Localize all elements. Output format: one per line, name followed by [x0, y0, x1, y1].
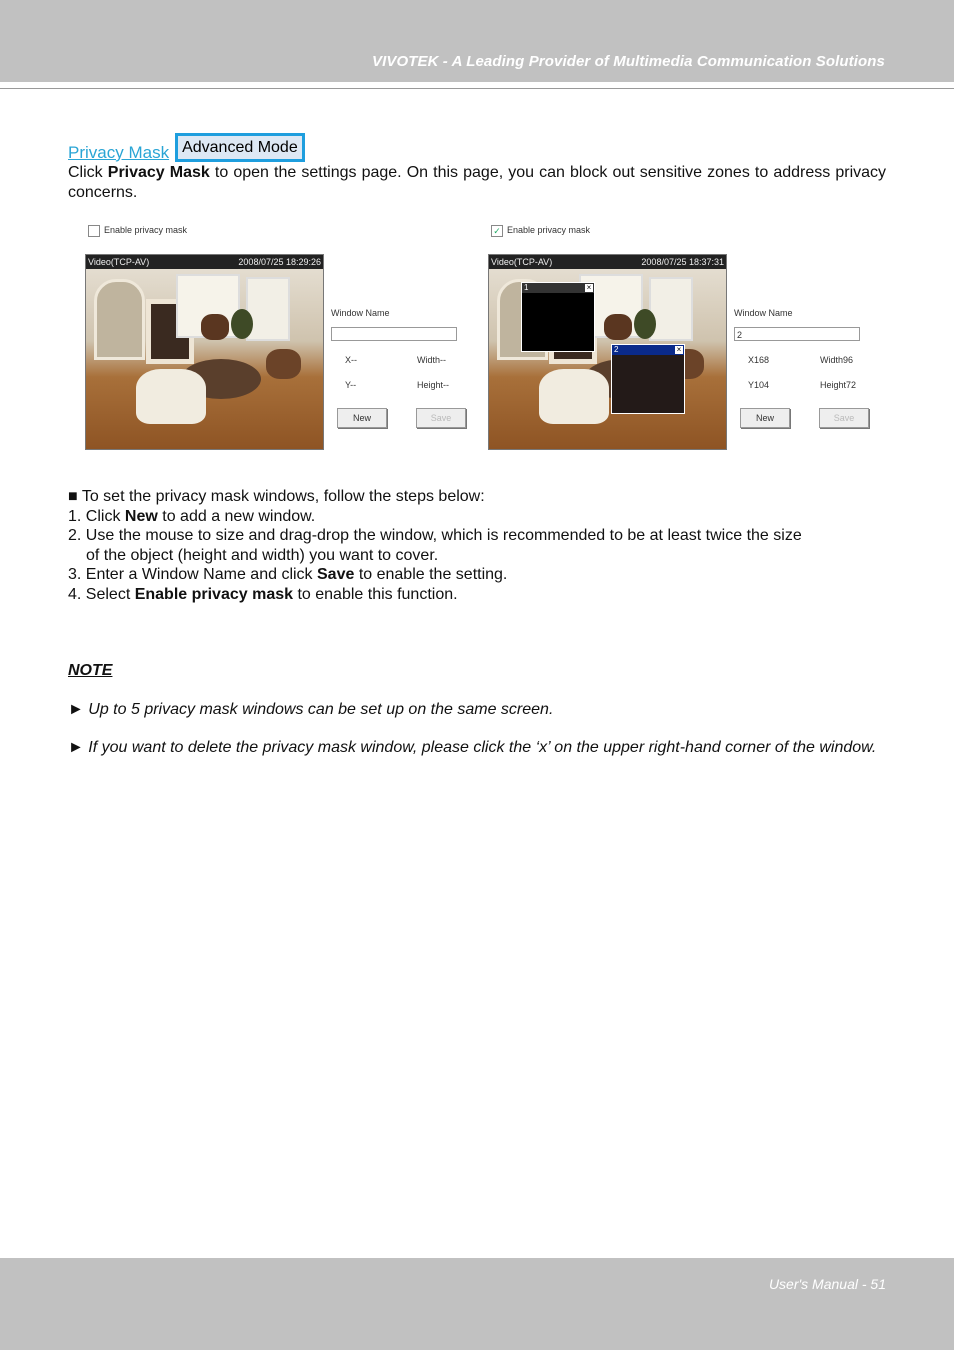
screenshots [68, 218, 886, 468]
video-title: Video(TCP-AV) [491, 257, 553, 267]
x-readout: X-- [345, 354, 357, 365]
step-3: 3. Enter a Window Name and click Save to enable the setting. [68, 566, 508, 583]
step-1: 1. Click New to add a new window. [68, 507, 316, 525]
height-readout: Height-- [417, 380, 450, 390]
steps-intro: ■ To set the privacy mask windows, follow the steps below: [68, 488, 485, 505]
step-4: 4. Select Enable privacy mask to enable this function. [68, 585, 458, 603]
y-readout: Y104 [748, 380, 770, 390]
mask-1-label: 1 [524, 283, 529, 292]
y-readout: Y-- [345, 380, 357, 390]
screenshot-after [471, 218, 871, 468]
new-button[interactable]: New [740, 408, 790, 428]
note-heading: NOTE [68, 662, 113, 679]
note-item-1: ► Up to 5 privacy mask windows can be set up on the same screen. [68, 700, 554, 718]
section-title-row [68, 133, 886, 163]
window-name-label: Window Name [331, 308, 390, 318]
video-timestamp: 2008/07/25 18:37:31 [641, 257, 724, 267]
content [68, 133, 886, 758]
checkbox-label: Enable privacy mask [104, 225, 188, 235]
video-timestamp: 2008/07/25 18:29:26 [238, 257, 321, 267]
footer-bar [0, 1258, 954, 1350]
intro-paragraph: Click Privacy Mask to open the settings page. On this page, you can block out sensitive zones to address privacy concerns. [68, 164, 887, 201]
x-readout: X168 [748, 354, 770, 365]
window-name-input[interactable]: 2 [734, 327, 860, 341]
mask-form [331, 304, 466, 428]
window-name-input[interactable] [331, 327, 457, 341]
width-readout: Width96 [820, 354, 854, 365]
step-2-continued: of the object (height and width) you want to cover. [86, 546, 439, 564]
video-title-bar [489, 255, 726, 269]
video-title-bar [86, 255, 323, 269]
video-title: Video(TCP-AV) [88, 257, 150, 267]
mask-2-label: 2 [614, 345, 619, 354]
video-preview [488, 254, 727, 450]
height-readout: Height72 [820, 380, 857, 390]
close-icon[interactable]: × [676, 345, 682, 354]
header-divider [0, 88, 954, 89]
steps-list [68, 487, 886, 604]
page-number: User's Manual - 51 [768, 1276, 886, 1292]
advanced-mode-button[interactable]: Advanced Mode [175, 133, 305, 162]
screenshot-before [68, 218, 468, 468]
video-preview [85, 254, 324, 450]
note-item-2: ► If you want to delete the privacy mask window, please click the ‘x’ on the upper right-hand corner of the window. [68, 739, 877, 756]
mask-form [734, 304, 869, 428]
enable-privacy-mask-row[interactable] [491, 221, 590, 241]
save-button[interactable]: Save [819, 408, 869, 428]
step-2: 2. Use the mouse to size and drag-drop the window, which is recommended to be at least twice the size [68, 527, 802, 544]
privacy-mask-window-2[interactable] [611, 344, 685, 414]
privacy-mask-link[interactable]: Privacy Mask [68, 142, 170, 162]
checkbox-icon[interactable] [88, 225, 100, 237]
enable-privacy-mask-row[interactable] [88, 221, 187, 241]
close-icon[interactable]: × [586, 283, 592, 292]
window-name-label: Window Name [734, 308, 793, 318]
save-button[interactable]: Save [416, 408, 466, 428]
room-image [86, 269, 323, 449]
header-title: VIVOTEK - A Leading Provider of Multimedia Communication Solutions [371, 53, 885, 70]
privacy-mask-window-1[interactable] [521, 282, 595, 352]
checkbox-checked-icon[interactable]: ✓ [491, 225, 503, 237]
room-image [489, 269, 726, 449]
width-readout: Width-- [417, 354, 446, 365]
checkbox-label: Enable privacy mask [507, 225, 591, 235]
new-button[interactable]: New [337, 408, 387, 428]
